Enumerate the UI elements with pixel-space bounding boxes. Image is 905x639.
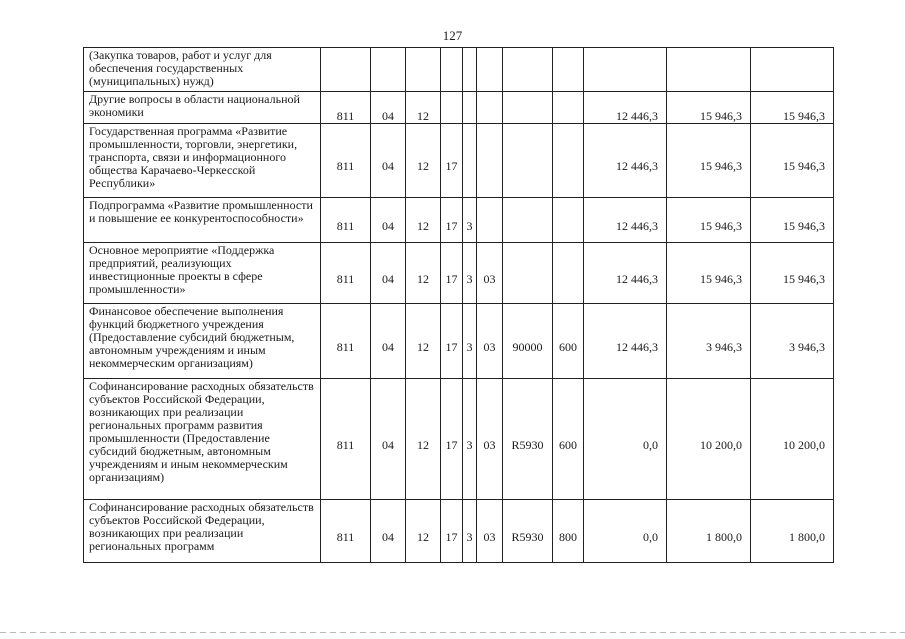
cell-pr: 12 [406,379,441,500]
row-name: Финансовое обеспечение выполнения функций бюджетного учреждения (Предоставление субсидий бюджетным, автономным учреждениям и иным некоммерческим организациям) [84,304,321,379]
cell-sum-1: 12 446,3 [584,304,667,379]
cell-rz: 04 [371,198,406,243]
cell-direction: 90000 [503,304,553,379]
cell-program: 17 [441,500,463,563]
cell-program: 17 [441,124,463,198]
cell-event: 03 [477,379,503,500]
cell-ved: 811 [321,198,371,243]
cell-sum-2: 15 946,3 [667,124,751,198]
scan-edge-divider [0,632,905,633]
cell-sum-2: 15 946,3 [667,198,751,243]
cell-direction: R5930 [503,500,553,563]
cell-subprogram: 3 [463,243,477,304]
cell-pr [406,48,441,92]
cell-pr: 12 [406,243,441,304]
cell-program: 17 [441,198,463,243]
table-row [84,198,834,243]
cell-subprogram [463,92,477,124]
cell-subprogram [463,124,477,198]
cell-event: 03 [477,500,503,563]
cell-vr [553,48,584,92]
cell-sum-3: 15 946,3 [751,198,834,243]
cell-direction [503,243,553,304]
row-name: Основное мероприятие «Поддержка предприятий, реализующих инвестиционные проекты в сфере промышленности» [84,243,321,304]
table-row [84,304,834,379]
cell-pr: 12 [406,500,441,563]
cell-program [441,48,463,92]
cell-sum-3: 15 946,3 [751,243,834,304]
cell-event: 03 [477,243,503,304]
cell-rz: 04 [371,379,406,500]
cell-event [477,48,503,92]
cell-sum-1: 12 446,3 [584,124,667,198]
budget-table [83,47,834,563]
cell-rz: 04 [371,92,406,124]
cell-sum-1: 12 446,3 [584,92,667,124]
table-row [84,92,834,124]
cell-ved: 811 [321,304,371,379]
cell-rz: 04 [371,243,406,304]
cell-ved: 811 [321,92,371,124]
cell-sum-2: 15 946,3 [667,92,751,124]
cell-program [441,92,463,124]
cell-program: 17 [441,243,463,304]
cell-sum-2: 3 946,3 [667,304,751,379]
cell-direction [503,92,553,124]
cell-pr: 12 [406,92,441,124]
cell-vr [553,243,584,304]
cell-event [477,124,503,198]
cell-pr: 12 [406,304,441,379]
row-name: Подпрограмма «Развитие промышленности и повышение ее конкурентоспособности» [84,198,321,243]
cell-vr: 800 [553,500,584,563]
cell-vr [553,198,584,243]
cell-pr: 12 [406,124,441,198]
cell-program: 17 [441,304,463,379]
cell-ved: 811 [321,243,371,304]
cell-event [477,198,503,243]
cell-direction: R5930 [503,379,553,500]
cell-ved [321,48,371,92]
cell-pr: 12 [406,198,441,243]
cell-ved: 811 [321,124,371,198]
cell-direction [503,48,553,92]
cell-subprogram: 3 [463,379,477,500]
cell-ved: 811 [321,500,371,563]
page-number: 127 [442,28,463,43]
cell-ved: 811 [321,379,371,500]
cell-sum-2: 1 800,0 [667,500,751,563]
cell-rz [371,48,406,92]
cell-vr: 600 [553,379,584,500]
cell-event: 03 [477,304,503,379]
cell-sum-3: 15 946,3 [751,92,834,124]
cell-program: 17 [441,379,463,500]
cell-subprogram: 3 [463,198,477,243]
row-name: Софинансирование расходных обязательств субъектов Российской Федерации, возникающих при реализации региональных программ развития промышленности (Предоставление субсидий бюджетным, автономным учреждениям и иным некоммерческим организациям) [84,379,321,500]
cell-sum-1: 12 446,3 [584,198,667,243]
cell-sum-3: 3 946,3 [751,304,834,379]
cell-subprogram: 3 [463,500,477,563]
table-row [84,500,834,563]
cell-vr: 600 [553,304,584,379]
cell-sum-1 [584,48,667,92]
cell-sum-3 [751,48,834,92]
cell-sum-1: 0,0 [584,379,667,500]
cell-rz: 04 [371,124,406,198]
cell-sum-3: 1 800,0 [751,500,834,563]
cell-rz: 04 [371,304,406,379]
cell-vr [553,124,584,198]
table-row [84,379,834,500]
row-name: Другие вопросы в области национальной экономики [84,92,321,124]
cell-subprogram [463,48,477,92]
table-row [84,48,834,92]
cell-vr [553,92,584,124]
row-name: Софинансирование расходных обязательств субъектов Российской Федерации, возникающих при реализации региональных программ [84,500,321,563]
table-row [84,243,834,304]
cell-rz: 04 [371,500,406,563]
cell-sum-1: 12 446,3 [584,243,667,304]
cell-sum-2 [667,48,751,92]
cell-sum-1: 0,0 [584,500,667,563]
row-name: Государственная программа «Развитие промышленности, торговли, энергетики, транспорта, связи и информационного общества Карачаево-Черкесской Республики» [84,124,321,198]
table-row [84,124,834,198]
cell-sum-2: 15 946,3 [667,243,751,304]
row-name: (Закупка товаров, работ и услуг для обеспечения государственных (муниципальных) нужд) [84,48,321,92]
cell-sum-3: 15 946,3 [751,124,834,198]
cell-subprogram: 3 [463,304,477,379]
cell-direction [503,198,553,243]
cell-event [477,92,503,124]
cell-sum-3: 10 200,0 [751,379,834,500]
cell-direction [503,124,553,198]
cell-sum-2: 10 200,0 [667,379,751,500]
